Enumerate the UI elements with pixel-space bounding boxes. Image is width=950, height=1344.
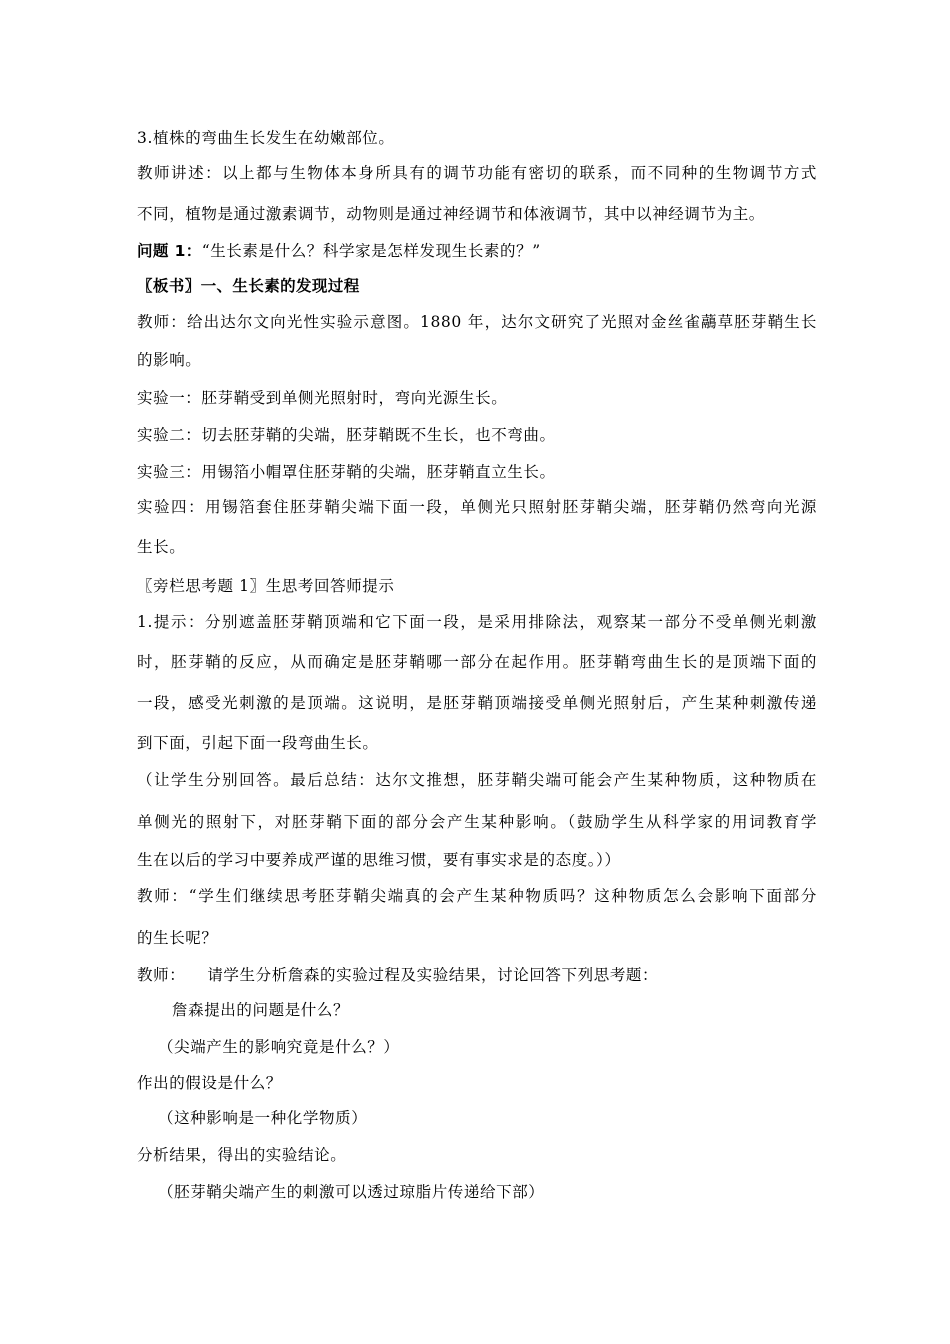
experiment-line: 实验二：切去胚芽鞘的尖端，胚芽鞘既不生长，也不弯曲。: [137, 426, 556, 444]
summary-line: （让学生分别回答。最后总结：达尔文推想，胚芽鞘尖端可能会产生某种物质，这种物质在: [137, 771, 817, 789]
paragraph-line: 3.植株的弯曲生长发生在幼嫩部位。: [137, 129, 395, 147]
board-heading: 〖板书〗一、生长素的发现过程: [137, 277, 360, 295]
answer-line: （这种影响是一种化学物质）: [158, 1109, 368, 1127]
summary-line: 生在以后的学习中要养成严谨的思维习惯，要有事实求是的态度。））: [137, 851, 621, 869]
experiment-line: 实验三：用锡箔小帽罩住胚芽鞘的尖端，胚芽鞘直立生长。: [137, 463, 556, 481]
paragraph-line: 的影响。: [137, 351, 202, 369]
sidebar-question-heading: 〖旁栏思考题 1〗生思考回答师提示: [137, 577, 395, 595]
experiment-line: 实验一：胚芽鞘受到单侧光照射时，弯向光源生长。: [137, 389, 508, 407]
teacher-text: 请学生分析詹森的实验过程及实验结果，讨论回答下列思考题：: [207, 966, 659, 984]
hint-line: 一段，感受光刺激的是顶端。这说明，是胚芽鞘顶端接受单侧光照射后，产生某种刺激传递: [137, 694, 817, 712]
paragraph-line: 教师讲述：以上都与生物体本身所具有的调节功能有密切的联系，而不同种的生物调节方式: [137, 164, 817, 182]
teacher-label: 教师：: [137, 966, 186, 984]
experiment-line: 实验四：用锡箔套住胚芽鞘尖端下面一段，单侧光只照射胚芽鞘尖端，胚芽鞘仍然弯向光源: [137, 498, 817, 516]
question-line: 詹森提出的问题是什么？: [172, 1001, 350, 1019]
hint-line: 1.提示：分别遮盖胚芽鞘顶端和它下面一段，是采用排除法，观察某一部分不受单侧光刺激: [137, 613, 817, 631]
teacher-line: 教师：“学生们继续思考胚芽鞘尖端真的会产生某种物质吗？这种物质怎么会影响下面部分: [137, 887, 817, 905]
hint-line: 到下面，引起下面一段弯曲生长。: [137, 734, 379, 752]
question-line: 分析结果，得出的实验结论。: [137, 1146, 347, 1164]
teacher-line: 的生长呢？: [137, 929, 218, 947]
question-line: 作出的假设是什么？: [137, 1074, 282, 1092]
teacher-line: [137, 965, 817, 985]
question-text: “生长素是什么？科学家是怎样发现生长素的？”: [201, 242, 541, 260]
paragraph-line: 教师：给出达尔文向光性实验示意图。1880 年，达尔文研究了光照对金丝雀虉草胚芽鞘生长: [137, 313, 817, 331]
summary-line: 单侧光的照射下，对胚芽鞘下面的部分会产生某种影响。（鼓励学生从科学家的用词教育学: [137, 813, 817, 831]
experiment-line: 生长。: [137, 538, 186, 556]
question-line: [137, 241, 817, 261]
answer-line: （尖端产生的影响究竟是什么？）: [158, 1038, 400, 1056]
paragraph-line: 不同，植物是通过激素调节，动物则是通过神经调节和体液调节，其中以神经调节为主。: [137, 205, 765, 223]
question-label: 问题 1：: [137, 242, 202, 260]
hint-line: 时，胚芽鞘的反应，从而确定是胚芽鞘哪一部分在起作用。胚芽鞘弯曲生长的是顶端下面的: [137, 653, 817, 671]
answer-line: （胚芽鞘尖端产生的刺激可以透过琼脂片传递给下部）: [158, 1183, 545, 1201]
